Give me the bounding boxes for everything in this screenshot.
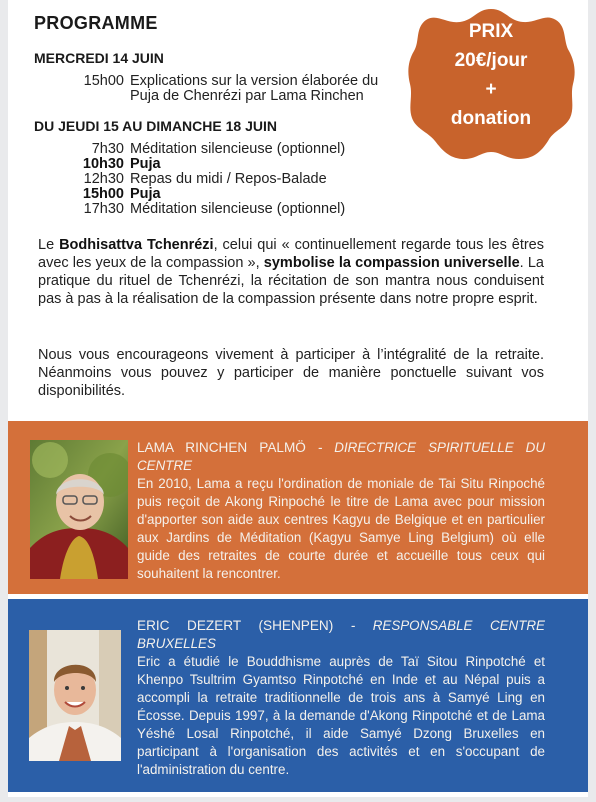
intro-paragraph <box>38 236 544 308</box>
teacher-name: ERIC DEZERT (SHENPEN) <box>137 618 334 633</box>
schedule-desc: Repas du midi / Repos-Balade <box>130 171 327 187</box>
intro-text: Le <box>38 237 60 253</box>
schedule-row <box>34 74 414 104</box>
schedule-desc: Puja <box>130 156 161 172</box>
schedule-desc-line2: Puja de Chenrézi par Lama Rinchen <box>130 88 364 104</box>
price-label: PRIX <box>468 21 514 42</box>
schedule-desc <box>130 74 414 104</box>
lama-rinchen-photo <box>30 440 128 579</box>
price-text <box>405 17 577 133</box>
programme-title: PROGRAMME <box>34 13 158 33</box>
price-badge <box>405 3 577 165</box>
lama-rinchen-bio <box>137 439 545 583</box>
teacher-bio-text: En 2010, Lama a reçu l'ordination de moniale de Tai Situ Rinpoché puis reçoit de Akong Rinpoché le titre de Lama avec pour mission d'apporter son aide aux centres Kagyu de Belgique et en particulier aux Jardins de Méditation (Kagyu Samye Ling Belgium) où elle guide des retraites de courte durée et accueille tous ceux qui souhaitent la rencontrer. <box>137 476 545 581</box>
day1-heading: MERCREDI 14 JUIN <box>34 50 164 66</box>
schedule-time: 17h30 <box>83 201 124 217</box>
schedule-row <box>34 202 414 217</box>
day2-heading: DU JEUDI 15 AU DIMANCHE 18 JUIN <box>34 118 277 134</box>
intro-bold-compassion: symbolise la compassion universelle <box>263 255 520 271</box>
schedule-row <box>34 142 414 157</box>
intro-bold-bodhisattva: Bodhisattva Tchenrézi <box>59 237 214 253</box>
schedule-row <box>34 172 414 187</box>
schedule-time: 15h00 <box>82 186 124 202</box>
schedule-row <box>34 157 414 172</box>
schedule-desc: Méditation silencieuse (optionnel) <box>130 201 346 217</box>
price-plus: + <box>485 79 497 100</box>
schedule-row <box>34 187 414 202</box>
price-amount: 20€/jour <box>454 50 528 71</box>
price-donation: donation <box>450 108 532 129</box>
schedule-desc-line1: Explications sur la version élaborée du <box>130 73 379 89</box>
intro-text: , celui qui « continuellement regarde tous les êtres avec les yeux de la compassion », <box>38 237 544 271</box>
schedule-time: 12h30 <box>83 171 124 187</box>
schedule-time: 15h00 <box>83 73 124 89</box>
schedule-desc: Puja <box>130 186 161 202</box>
teacher-bio-text: Eric a étudié le Bouddhisme auprès de Taï Sitou Rinpotché et Khenpo Tsultrim Gyamtso Rinpotché en Inde et au Népal puis a accompli la retraite traditionnelle de trois ans à Samyé Ling en Écosse. Depuis 1997, à la demande d'Akong Rinpotché et de Lama Yéshé Losal Rinpotché, il aide Samyé Dzong Bruxelles en participant à l'organisation des activités et en s'occupant de l'administration du centre. <box>137 654 545 777</box>
schedule-time: 10h30 <box>82 156 124 172</box>
intro-text: . La pratique du rituel de Tchenrézi, la récitation de son mantra nous conduisent pas à pas à la réalisation de la compassion présente dans notre propre esprit. <box>38 255 544 307</box>
eric-dezert-bio <box>137 617 545 779</box>
teacher-role: - DIRECTRICE SPIRITUELLE DU CENTRE <box>137 440 545 473</box>
participation-paragraph: Nous vous encourageons vivement à participer à l’intégralité de la retraite. Néanmoins vous pouvez y participer de manière ponctuelle suivant vos disponibilités. <box>38 347 544 399</box>
schedule-time: 7h30 <box>91 141 124 157</box>
eric-dezert-photo <box>29 630 121 761</box>
schedule-desc: Méditation silencieuse (optionnel) <box>130 141 346 157</box>
teacher-name: LAMA RINCHEN PALMÖ <box>137 440 306 455</box>
teacher-role: - RESPONSABLE CENTRE BRUXELLES <box>137 618 545 651</box>
